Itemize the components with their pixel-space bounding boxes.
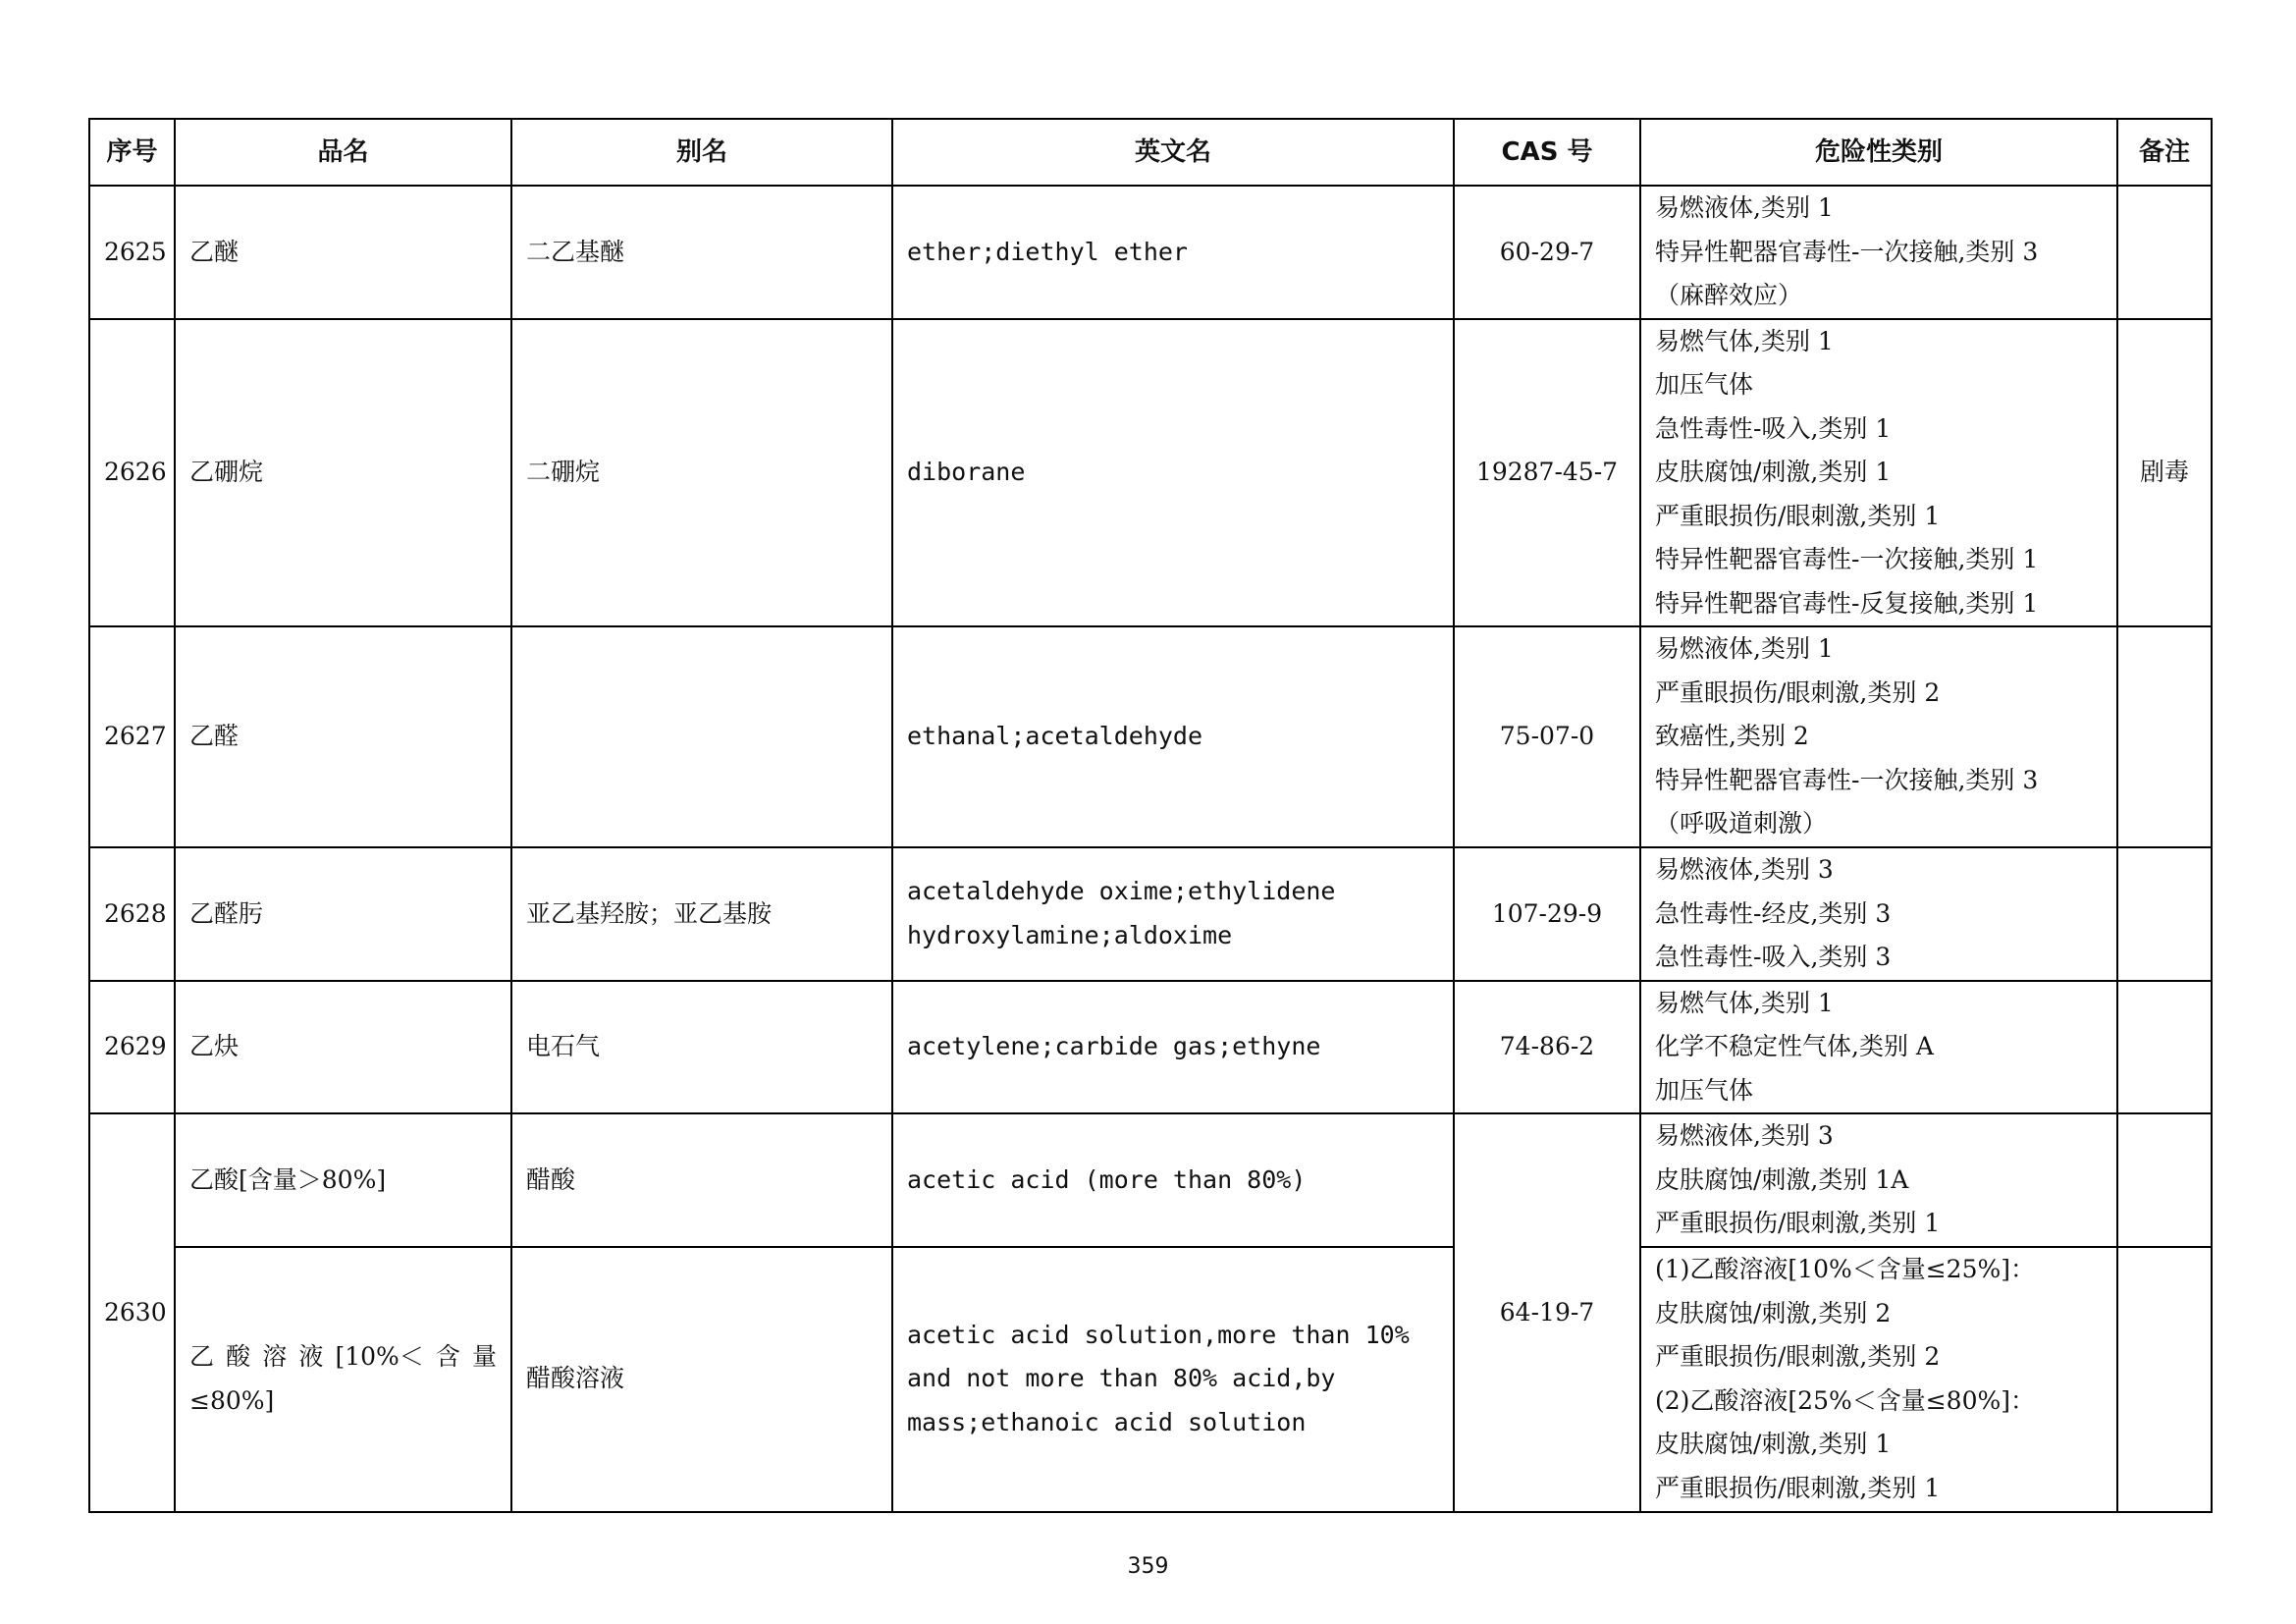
hazard-line: 易燃气体,类别 1 [1655, 326, 1834, 355]
hazard-line: 严重眼损伤/眼刺激,类别 2 [1655, 1342, 1941, 1371]
row-cas: 75-07-0 [1454, 626, 1640, 847]
row-name: 乙硼烷 [175, 319, 511, 627]
row-remark [2117, 847, 2212, 981]
row-serial: 2625 [89, 186, 175, 319]
row-serial: 2627 [89, 626, 175, 847]
table-row [89, 1247, 2212, 1512]
hazard-line: 急性毒性-经皮,类别 3 [1655, 898, 1892, 928]
hazard-line: 化学不稳定性气体,类别 A [1655, 1032, 1934, 1060]
chemical-table [88, 118, 2213, 1513]
hazard-line: 特异性靶器官毒性-一次接触,类别 3 [1655, 237, 2039, 266]
header-name: 品名 [175, 119, 511, 186]
row-hazard [1640, 981, 2117, 1114]
hazard-line: 严重眼损伤/眼刺激,类别 2 [1655, 677, 1941, 707]
row-english: acetaldehyde oxime;ethylidene hydroxylamine;aldoxime [892, 847, 1454, 981]
row-remark [2117, 1247, 2212, 1512]
row-name: 乙炔 [175, 981, 511, 1114]
table-row [89, 847, 2212, 981]
hazard-line: 急性毒性-吸入,类别 3 [1655, 943, 1892, 971]
row-hazard [1640, 1247, 2117, 1512]
table-row [89, 981, 2212, 1114]
hazard-line: 特异性靶器官毒性-一次接触,类别 3 [1655, 765, 2039, 794]
hazard-line: 易燃液体,类别 3 [1655, 855, 1834, 884]
hazard-line: 皮肤腐蚀/刺激,类别 2 [1655, 1298, 1892, 1327]
row-name: 乙酸[含量＞80%] [175, 1113, 511, 1247]
row-hazard [1640, 626, 2117, 847]
row-cas: 60-29-7 [1454, 186, 1640, 319]
row-remark: 剧毒 [2117, 319, 2212, 627]
row-hazard [1640, 319, 2117, 627]
row-english: acetylene;carbide gas;ethyne [892, 981, 1454, 1114]
table-row [89, 186, 2212, 319]
row-remark [2117, 186, 2212, 319]
row-cas: 74-86-2 [1454, 981, 1640, 1114]
hazard-line: 易燃液体,类别 1 [1655, 193, 1834, 222]
row-cas: 64-19-7 [1454, 1113, 1640, 1512]
row-serial: 2626 [89, 319, 175, 627]
row-remark [2117, 626, 2212, 847]
hazard-line: 特异性靶器官毒性-反复接触,类别 1 [1655, 588, 2039, 618]
row-remark [2117, 981, 2212, 1114]
hazard-line: 易燃液体,类别 3 [1655, 1121, 1834, 1150]
header-cas: CAS 号 [1454, 119, 1640, 186]
row-serial: 2629 [89, 981, 175, 1114]
header-hazard: 危险性类别 [1640, 119, 2117, 186]
hazard-line: 严重眼损伤/眼刺激,类别 1 [1655, 1209, 1941, 1237]
row-english: diborane [892, 319, 1454, 627]
row-cas: 19287-45-7 [1454, 319, 1640, 627]
table-row [89, 1113, 2212, 1247]
row-alias: 电石气 [511, 981, 892, 1114]
hazard-line: 皮肤腐蚀/刺激,类别 1A [1655, 1164, 1909, 1194]
table-row [89, 319, 2212, 627]
row-english: ether;diethyl ether [892, 186, 1454, 319]
row-serial: 2628 [89, 847, 175, 981]
hazard-line: （呼吸道刺激） [1655, 809, 1828, 839]
hazard-line: 皮肤腐蚀/刺激,类别 1 [1655, 1430, 1892, 1458]
row-name: 乙醛 [175, 626, 511, 847]
hazard-line: 急性毒性-吸入,类别 1 [1655, 413, 1892, 443]
header-alias: 别名 [511, 119, 892, 186]
row-name: 乙醚 [175, 186, 511, 319]
row-english: acetic acid (more than 80%) [892, 1113, 1454, 1247]
hazard-line: (1)乙酸溶液[10%＜含量≤25%]： [1655, 1255, 2036, 1283]
row-alias: 醋酸溶液 [511, 1247, 892, 1512]
row-english: acetic acid solution,more than 10% and not more than 80% acid,by mass;ethanoic acid solution [892, 1247, 1454, 1512]
hazard-line: 易燃气体,类别 1 [1655, 988, 1834, 1017]
hazard-line: 严重眼损伤/眼刺激,类别 1 [1655, 1473, 1941, 1502]
hazard-line: 皮肤腐蚀/刺激,类别 1 [1655, 458, 1892, 486]
hazard-line: 严重眼损伤/眼刺激,类别 1 [1655, 501, 1941, 530]
row-serial: 2630 [89, 1113, 175, 1512]
hazard-line: 易燃液体,类别 1 [1655, 634, 1834, 664]
row-cas: 107-29-9 [1454, 847, 1640, 981]
row-alias: 二硼烷 [511, 319, 892, 627]
header-english: 英文名 [892, 119, 1454, 186]
table-header-row [89, 119, 2212, 186]
header-serial: 序号 [89, 119, 175, 186]
row-hazard [1640, 847, 2117, 981]
row-alias: 二乙基醚 [511, 186, 892, 319]
row-alias: 醋酸 [511, 1113, 892, 1247]
row-name: 乙酸溶液[10%＜含量≤80%] [175, 1247, 511, 1512]
row-alias: 亚乙基羟胺；亚乙基胺 [511, 847, 892, 981]
hazard-line: (2)乙酸溶液[25%＜含量≤80%]： [1655, 1385, 2036, 1415]
hazard-line: （麻醉效应） [1655, 281, 1803, 309]
hazard-line: 致癌性,类别 2 [1655, 722, 1809, 751]
row-remark [2117, 1113, 2212, 1247]
row-hazard [1640, 186, 2117, 319]
hazard-line: 特异性靶器官毒性-一次接触,类别 1 [1655, 545, 2039, 573]
row-english: ethanal;acetaldehyde [892, 626, 1454, 847]
page-number: 359 [1127, 1554, 1169, 1579]
row-name: 乙醛肟 [175, 847, 511, 981]
row-alias [511, 626, 892, 847]
hazard-line: 加压气体 [1655, 1075, 1754, 1105]
table-row [89, 626, 2212, 847]
header-remark: 备注 [2117, 119, 2212, 186]
row-hazard [1640, 1113, 2117, 1247]
hazard-line: 加压气体 [1655, 370, 1754, 399]
